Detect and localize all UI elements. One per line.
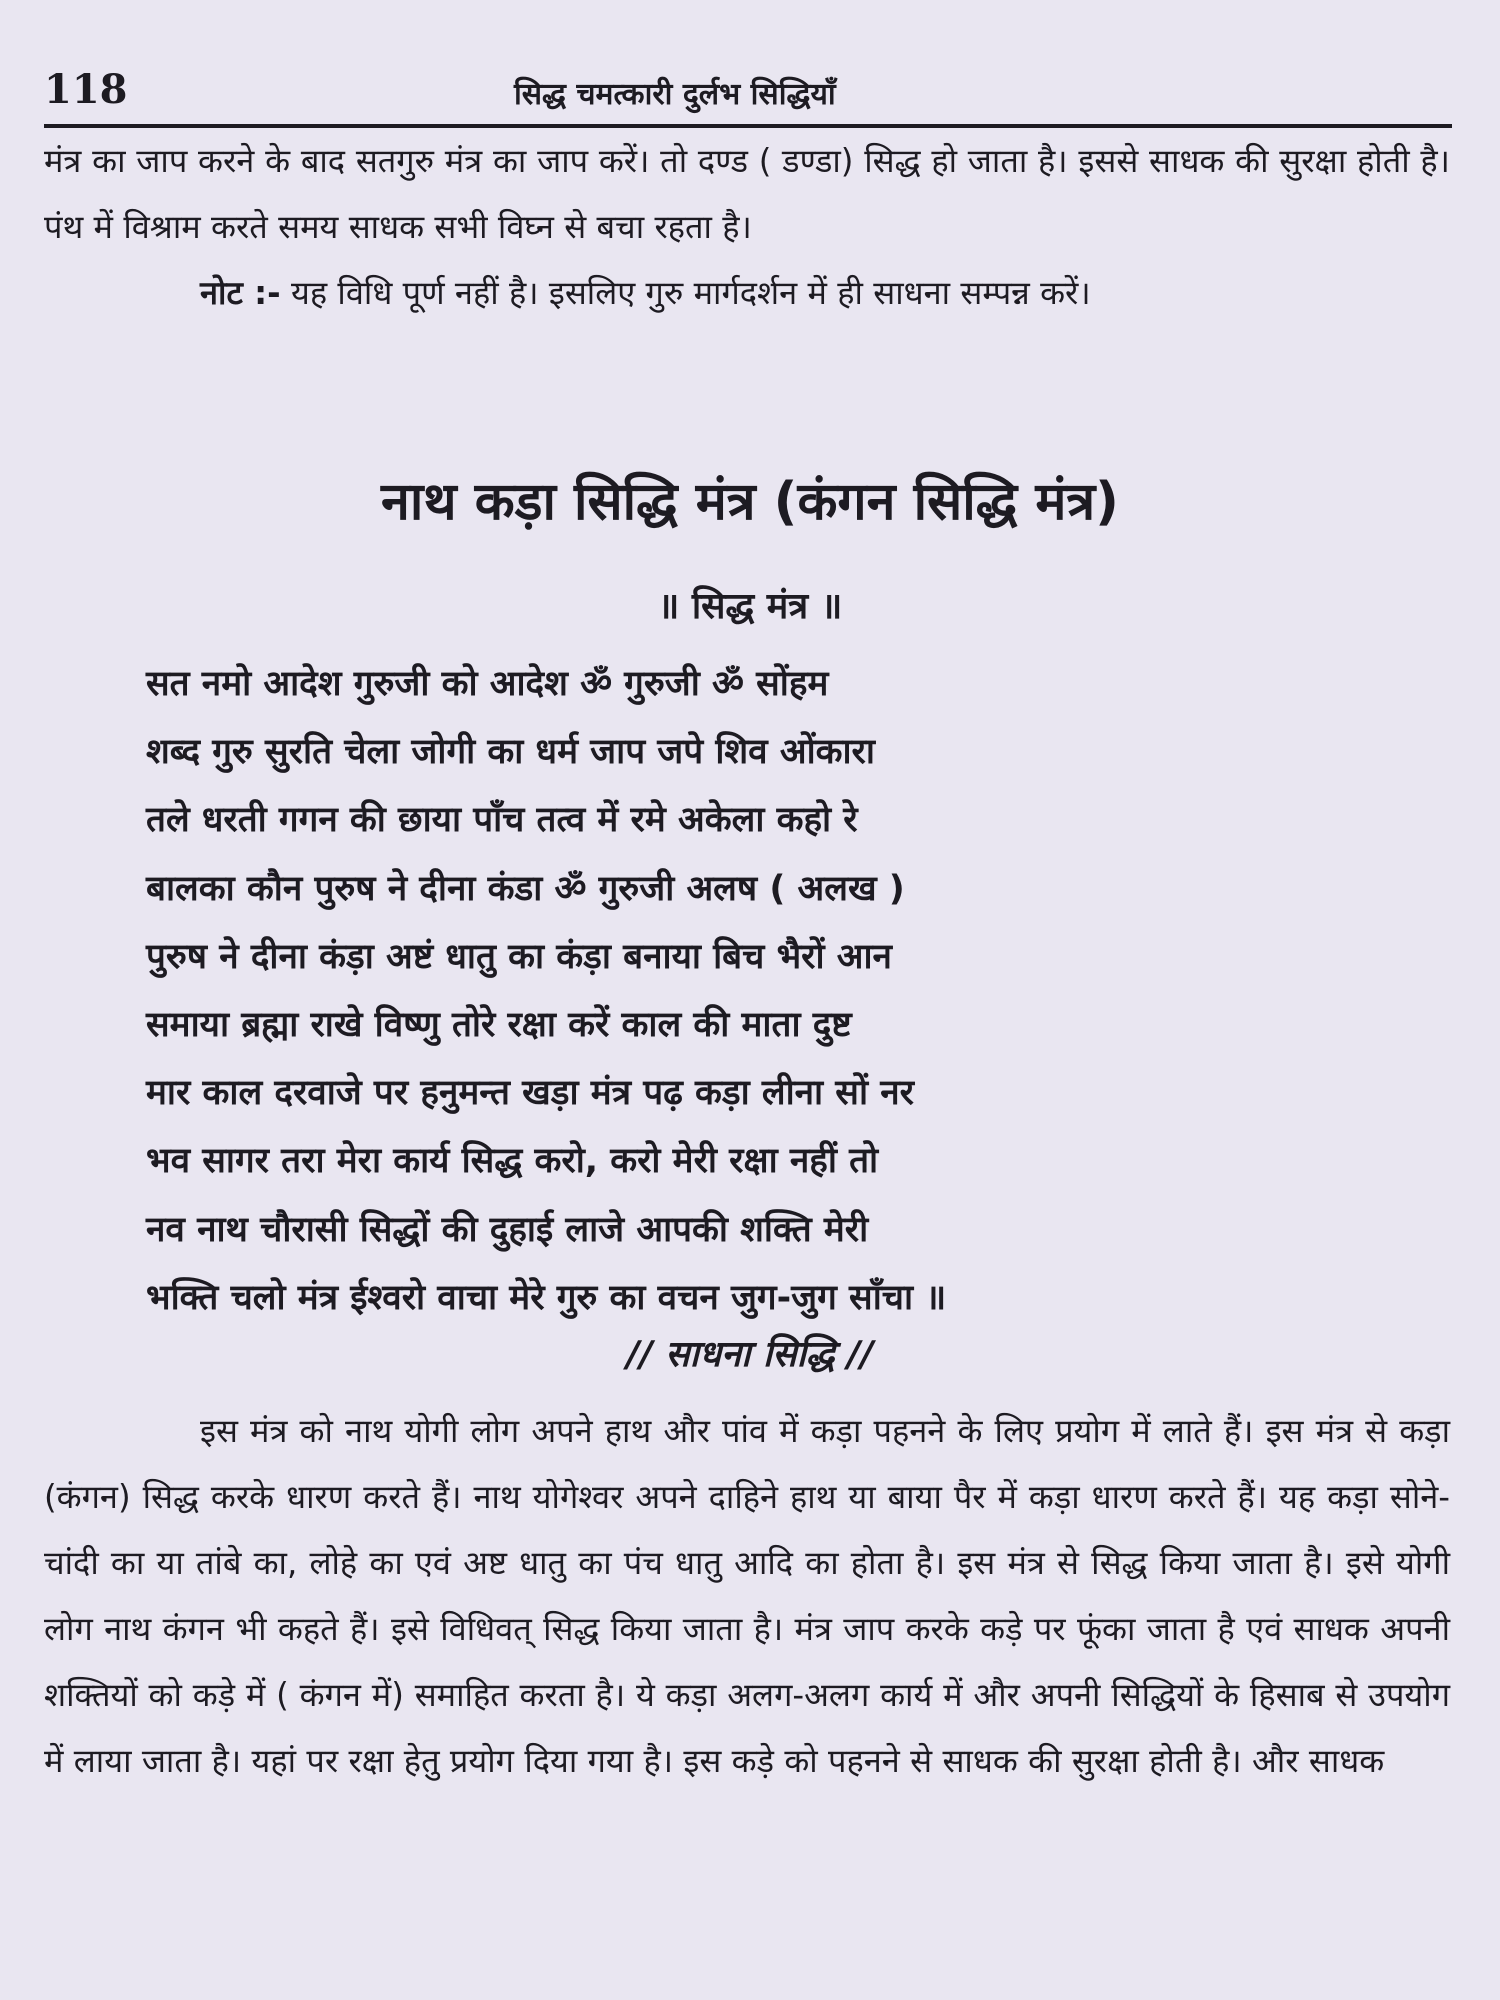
mantra-heading: ॥ सिद्ध मंत्र ॥ <box>657 586 843 627</box>
sadhana-heading: // साधना सिद्धि // <box>626 1334 874 1375</box>
mantra-line: सत नमो आदेश गुरुजी को आदेश ॐ गुरुजी ॐ सोंहम <box>146 664 829 704</box>
page-number: 118 <box>44 66 128 113</box>
mantra-block <box>146 650 1356 1332</box>
mantra-line: शब्द गुरु सुरति चेला जोगी का धर्म जाप जपे शिव ओंकारा <box>146 732 875 773</box>
page-header <box>44 62 1452 128</box>
mantra-line: नव नाथ चौरासी सिद्धों की दुहाई लाजे आपकी शक्ति मेरी <box>146 1209 869 1250</box>
mantra-line: समाया ब्रह्मा राखे विष्णु तोरे रक्षा करें काल की माता दुष्ट <box>146 1005 852 1046</box>
running-title: सिद्ध चमत्कारी दुर्लभ सिद्धियाँ <box>514 77 836 112</box>
mantra-line: तले धरती गगन की छाया पाँच तत्व में रमे अकेला कहो रे <box>146 800 858 841</box>
intro-section <box>44 128 1450 326</box>
chapter-heading: नाथ कड़ा सिद्धि मंत्र (कंगन सिद्धि मंत्र) <box>381 472 1119 532</box>
sadhana-paragraph: इस मंत्र को नाथ योगी लोग अपने हाथ और पांव में कड़ा पहनने के लिए प्रयोग में लाते हैं। इस मंत्र से कड़ा (कंगन) सिद्ध करके धारण करते हैं। नाथ योगेश्वर अपने दाहिने हाथ या बाया पैर में कड़ा धारण करते हैं। यह कड़ा सोने-चांदी का या तांबे का, लोहे का एवं अष्ट धातु का पंच धातु आदि का होता है। इस मंत्र से सिद्ध किया जाता है। इसे योगी लोग नाथ कंगन भी कहते हैं। इसे विधिवत् सिद्ध किया जाता है। मंत्र जाप करके कड़े पर फूंका जाता है एवं साधक अपनी शक्तियों को कड़े में ( कंगन में) समाहित करता है। ये कड़ा अलग-अलग कार्य में और अपनी सिद्धियों के हिसाब से उपयोग में लाया जाता है। यहां पर रक्षा हेतु प्रयोग दिया गया है। इस कड़े को पहनने से साधक की सुरक्षा होती है। और साधक <box>44 1412 1450 1780</box>
mantra-line: पुरुष ने दीना कंड़ा अष्टं धातु का कंड़ा बनाया बिच भैरों आन <box>146 936 892 977</box>
intro-paragraph: मंत्र का जाप करने के बाद सतगुरु मंत्र का जाप करें। तो दण्ड ( डण्डा) सिद्ध हो जाता है। इससे साधक की सुरक्षा होती है। पंथ में विश्राम करते समय साधक सभी विघ्न से बचा रहता है। <box>44 142 1450 246</box>
sadhana-section <box>44 1398 1450 1794</box>
mantra-line: भक्ति चलो मंत्र ईश्वरो वाचा मेरे गुरु का वचन जुग-जुग साँचा ॥ <box>146 1277 947 1318</box>
note-paragraph <box>44 260 1450 326</box>
mantra-line: भव सागर तरा मेरा कार्य सिद्ध करो, करो मेरी रक्षा नहीं तो <box>146 1141 879 1182</box>
note-label: नोट :- <box>200 274 281 312</box>
note-text: यह विधि पूर्ण नहीं है। इसलिए गुरु मार्गदर्शन में ही साधना सम्पन्न करें। <box>280 274 1091 312</box>
mantra-line: मार काल दरवाजे पर हनुमन्त खड़ा मंत्र पढ़ कड़ा लीना सों नर <box>146 1073 914 1114</box>
mantra-line: बालका कौन पुरुष ने दीना कंडा ॐ गुरुजी अलष ( अलख ) <box>146 868 905 909</box>
